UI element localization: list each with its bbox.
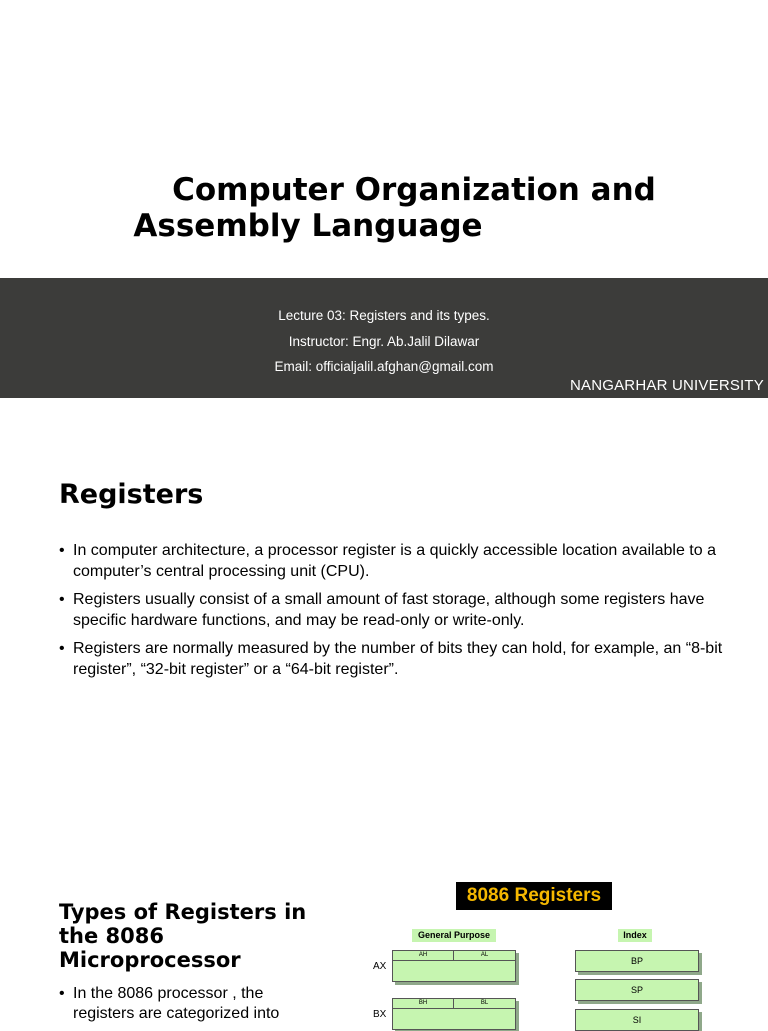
bullet-item: • Registers are normally measured by the number of bits they can hold, for example, an “8-bit register”, “32-bit register” or a “64-bit register”.	[59, 638, 749, 680]
register-bh: BH	[393, 999, 454, 1009]
slide-title-line-2: Assembly Language	[133, 208, 483, 244]
register-sp-box: SP	[575, 979, 699, 1001]
email-line: Email: officialjalil.afghan@gmail.com	[274, 359, 494, 374]
register-bp-box: BP	[575, 950, 699, 972]
info-band	[0, 278, 768, 398]
register-name-ax: AX	[373, 961, 387, 972]
types-heading: Types of Registers in the 8086 Microprocessor	[59, 900, 307, 972]
register-si-box: SI	[575, 1009, 699, 1031]
register-ax-box	[392, 950, 516, 982]
registers-heading: Registers	[59, 479, 204, 510]
bullet-item: • In computer architecture, a processor register is a quickly accessible location available to a computer’s central processing unit (CPU).	[59, 540, 749, 582]
register-ah: AH	[393, 951, 454, 961]
bullet-item: • Registers usually consist of a small amount of fast storage, although some registers have specific hardware functions, and may be read-only or write-only.	[59, 589, 749, 631]
register-name-bx: BX	[373, 1009, 387, 1020]
index-label: Index	[618, 929, 652, 942]
university-name: NANGARHAR UNIVERSITY	[569, 377, 764, 394]
register-bx-box	[392, 998, 516, 1030]
figure-title: 8086 Registers	[456, 882, 612, 910]
slide-title	[0, 172, 768, 244]
register-bl: BL	[454, 999, 515, 1009]
register-al: AL	[454, 951, 515, 961]
registers-bullet-list	[59, 540, 749, 687]
slide-title-line-1: Computer Organization and	[172, 172, 656, 208]
bullet-item: • In the 8086 processor , the registers are categorized into	[59, 984, 329, 1024]
instructor-line: Instructor: Engr. Ab.Jalil Dilawar	[288, 334, 480, 349]
types-bullet-list	[59, 984, 329, 1024]
lecture-line: Lecture 03: Registers and its types.	[278, 308, 490, 323]
general-purpose-label: General Purpose	[412, 929, 496, 942]
